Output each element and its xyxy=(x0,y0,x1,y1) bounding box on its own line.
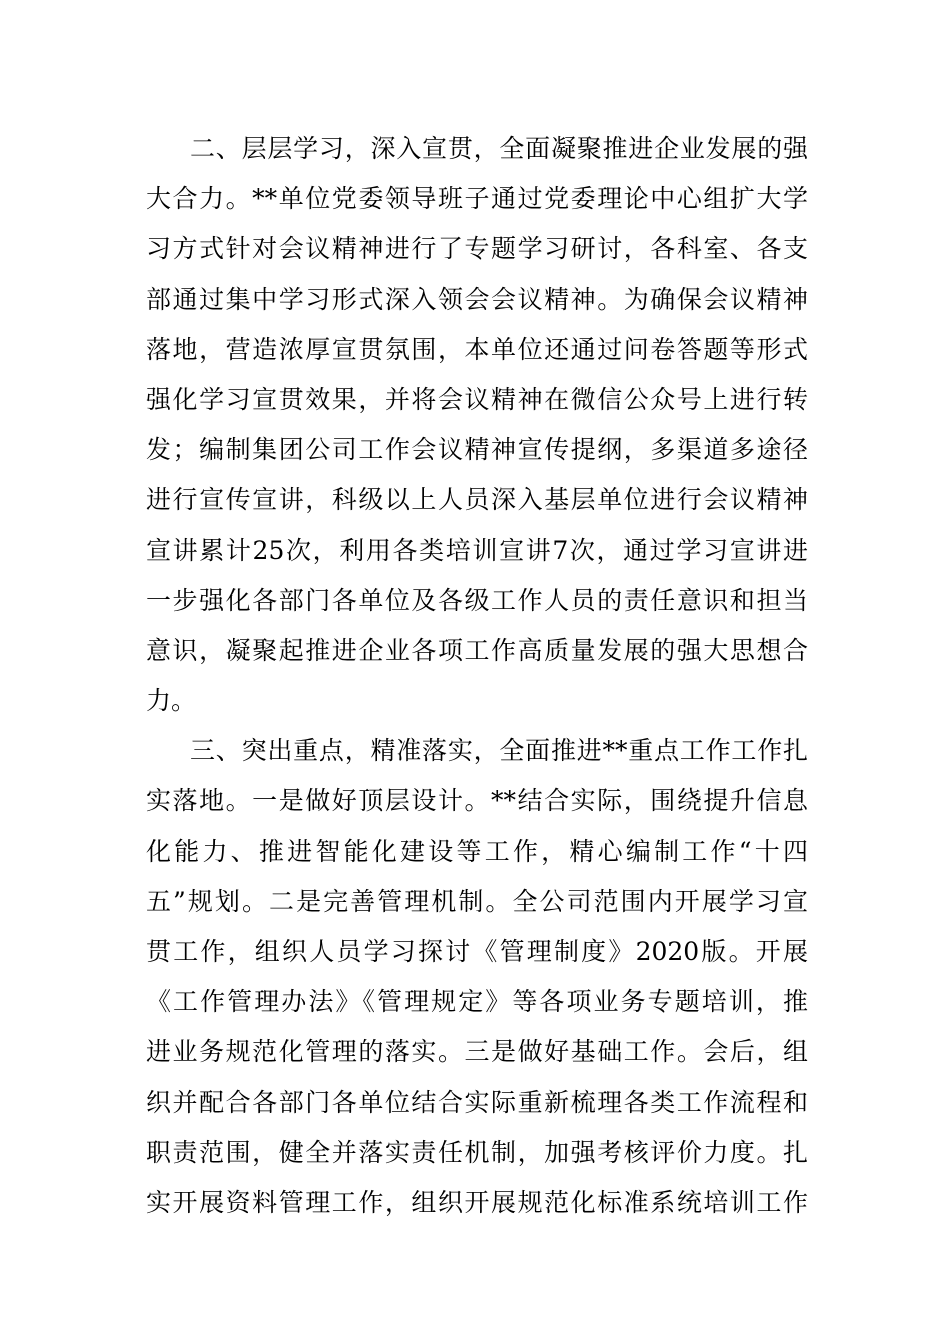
document-body xyxy=(146,124,808,1228)
paragraph-line: 发；编制集团公司工作会议精神宣传提纲，多渠道多途径 xyxy=(146,435,808,465)
paragraph-line: 五”规划。二是完善管理机制。全公司范围内开展学习宣 xyxy=(146,886,808,916)
paragraph-line: 三、突出重点，精准落实，全面推进**重点工作工作扎 xyxy=(190,736,808,766)
paragraph-line: 进业务规范化管理的落实。三是做好基础工作。会后，组 xyxy=(146,1037,808,1067)
paragraph-line: 贯工作，组织人员学习探讨《管理制度》2020版。开展 xyxy=(146,937,808,966)
paragraph-line: 宣讲累计25次，利用各类培训宣讲7次，通过学习宣讲进 xyxy=(146,535,808,565)
paragraph-line: 力。 xyxy=(146,686,197,716)
paragraph-line: 意识，凝聚起推进企业各项工作高质量发展的强大思想合 xyxy=(146,635,808,665)
paragraph-line: 部通过集中学习形式深入领会会议精神。为确保会议精神 xyxy=(146,284,808,314)
paragraph-line: 织并配合各部门各单位结合实际重新梳理各类工作流程和 xyxy=(146,1087,808,1117)
paragraph-line: 二、层层学习，深入宣贯，全面凝聚推进企业发展的强 xyxy=(190,134,808,163)
paragraph-section-three xyxy=(146,726,808,1228)
paragraph-line: 落地，营造浓厚宣贯氛围，本单位还通过问卷答题等形式 xyxy=(146,334,808,364)
paragraph-section-two xyxy=(146,124,808,726)
paragraph-line: 化能力、推进智能化建设等工作，精心编制工作“十四 xyxy=(146,836,808,866)
paragraph-line: 进行宣传宣讲，科级以上人员深入基层单位进行会议精神 xyxy=(146,485,808,515)
paragraph-line: 实落地。一是做好顶层设计。**结合实际，围绕提升信息 xyxy=(146,786,808,816)
paragraph-line: 习方式针对会议精神进行了专题学习研讨，各科室、各支 xyxy=(146,234,808,264)
paragraph-line: 一步强化各部门各单位及各级工作人员的责任意识和担当 xyxy=(146,585,808,615)
paragraph-line: 大合力。**单位党委领导班子通过党委理论中心组扩大学 xyxy=(146,184,808,214)
paragraph-line: 实开展资料管理工作，组织开展规范化标准系统培训工作 xyxy=(146,1187,808,1217)
paragraph-line: 强化学习宣贯效果，并将会议精神在微信公众号上进行转 xyxy=(146,384,808,414)
paragraph-line: 《工作管理办法》《管理规定》等各项业务专题培训，推 xyxy=(146,987,808,1017)
paragraph-line: 职责范围，健全并落实责任机制，加强考核评价力度。扎 xyxy=(146,1137,808,1167)
